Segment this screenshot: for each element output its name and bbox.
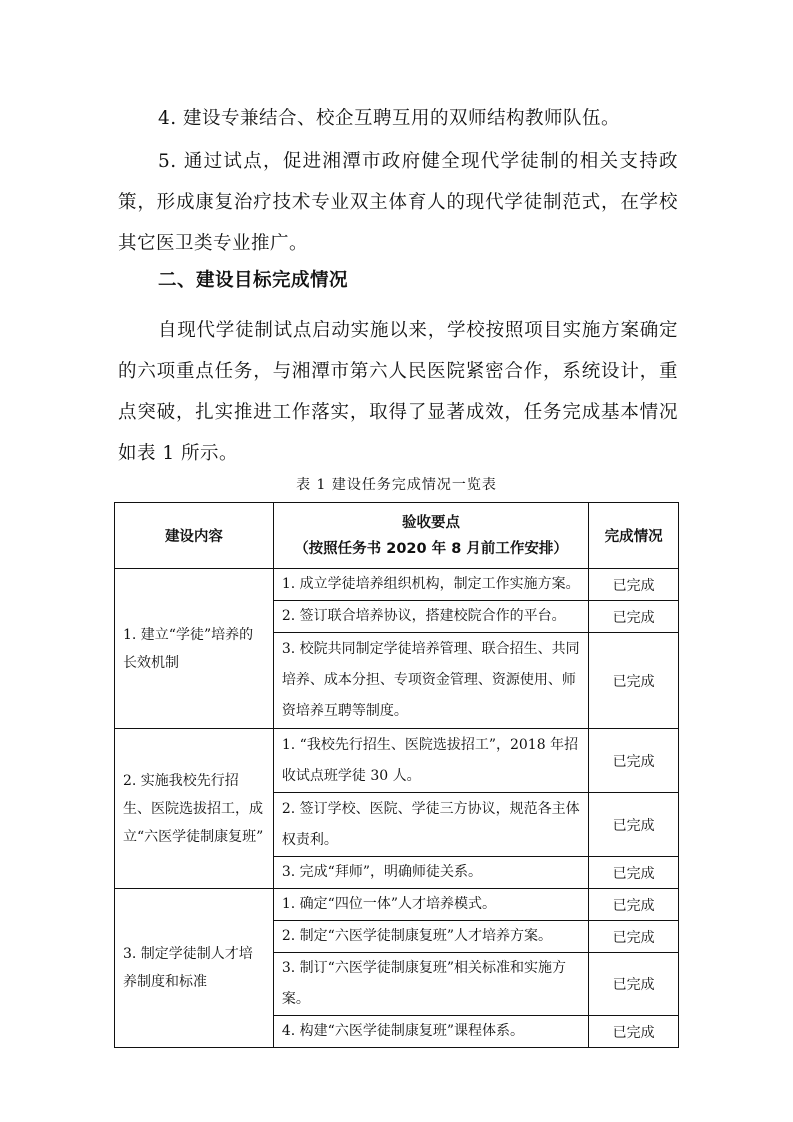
header-points-line1: 验收要点 — [402, 514, 461, 531]
status-cell: 已完成 — [589, 601, 679, 633]
group-item: 2. 制定“六医学徒制康复班”人才培养方案。 — [273, 921, 588, 953]
section-heading: 二、建设目标完成情况 — [158, 270, 349, 291]
status-cell: 已完成 — [589, 857, 679, 889]
table-caption: 表 1 建设任务完成情况一览表 — [296, 477, 497, 493]
group-content: 1. 建立“学徒”培养的长效机制 — [115, 569, 274, 729]
status-cell: 已完成 — [589, 1016, 679, 1048]
header-points-line2: （按照任务书 2020 年 8 月前工作安排） — [294, 540, 568, 557]
group-item: 1. “我校先行招生、医院选拔招工”，2018 年招收试点班学徒 30 人。 — [273, 729, 588, 793]
table-row — [115, 569, 679, 601]
status-cell: 已完成 — [589, 729, 679, 793]
group-item: 3. 完成“拜师”，明确师徒关系。 — [273, 857, 588, 889]
status-cell: 已完成 — [589, 921, 679, 953]
group-item: 1. 确定“四位一体”人才培养模式。 — [273, 889, 588, 921]
task-completion-table — [114, 502, 679, 1048]
group-item: 3. 制订“六医学徒制康复班”相关标准和实施方案。 — [273, 953, 588, 1016]
header-points — [273, 503, 588, 569]
group-item: 3. 校院共同制定学徒培养管理、联合招生、共同培养、成本分担、专项资金管理、资源使用、师资培养互聘等制度。 — [273, 633, 588, 729]
status-cell: 已完成 — [589, 953, 679, 1016]
group-item: 4. 构建“六医学徒制康复班”课程体系。 — [273, 1016, 588, 1048]
header-content: 建设内容 — [115, 503, 274, 569]
group-item: 2. 签订学校、医院、学徒三方协议，规范各主体权责利。 — [273, 793, 588, 857]
group-content: 2. 实施我校先行招生、医院选拔招工，成立“六医学徒制康复班” — [115, 729, 274, 889]
table-row — [115, 729, 679, 793]
group-content: 3. 制定学徒制人才培养制度和标准 — [115, 889, 274, 1048]
header-status: 完成情况 — [589, 503, 679, 569]
table-header-row — [115, 503, 679, 569]
status-cell: 已完成 — [589, 889, 679, 921]
paragraph-item-5: 5. 通过试点，促进湘潭市政府健全现代学徒制的相关支持政策，形成康复治疗技术专业双主体育人的现代学徒制范式，在学校其它医卫类专业推广。 — [118, 151, 678, 254]
status-cell: 已完成 — [589, 633, 679, 729]
group-item: 1. 成立学徒培养组织机构，制定工作实施方案。 — [273, 569, 588, 601]
intro-paragraph: 自现代学徒制试点启动实施以来，学校按照项目实施方案确定的六项重点任务，与湘潭市第六人民医院紧密合作，系统设计，重点突破，扎实推进工作落实，取得了显著成效，任务完成基本情况如表 1 所示。 — [118, 320, 678, 464]
status-cell: 已完成 — [589, 793, 679, 857]
group-item: 2. 签订联合培养协议，搭建校院合作的平台。 — [273, 601, 588, 633]
paragraph-item-4: 4. 建设专兼结合、校企互聘互用的双师结构教师队伍。 — [158, 108, 621, 129]
table-row — [115, 889, 679, 921]
status-cell: 已完成 — [589, 569, 679, 601]
